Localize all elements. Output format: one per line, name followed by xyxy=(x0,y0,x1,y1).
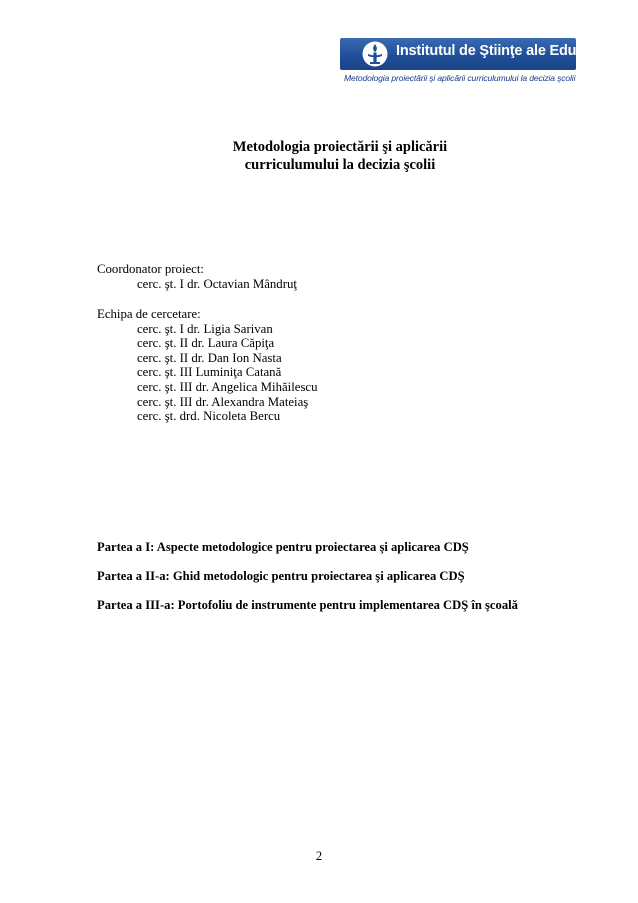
coordinator-name: cerc. şt. I dr. Octavian Mândruţ xyxy=(137,276,297,291)
part-2-heading: Partea a II-a: Ghid metodologic pentru proiectarea şi aplicarea CDŞ xyxy=(97,569,465,583)
team-member: cerc. şt. III dr. Angelica Mihăilescu xyxy=(137,379,318,394)
document-title xyxy=(160,138,520,174)
title-line-2: curriculumului la decizia şcolii xyxy=(244,157,436,173)
team-label: Echipa de cercetare: xyxy=(97,307,201,321)
research-team-block xyxy=(97,307,318,424)
team-member: cerc. şt. drd. Nicoleta Bercu xyxy=(137,409,281,424)
page-header xyxy=(340,38,613,83)
title-line-1: Metodologia proiectării şi aplicării xyxy=(232,139,448,155)
institute-name: Institutul de Ştiinţe ale Educaţiei xyxy=(396,43,613,59)
team-member: cerc. şt. I dr. Ligia Sarivan xyxy=(137,321,273,336)
coordinator-label: Coordonator proiect: xyxy=(97,262,204,276)
candle-flame-icon xyxy=(362,41,388,67)
running-head: Metodologia proiectării şi aplicării curriculumului la decizia şcolii xyxy=(344,73,576,83)
coordinator-block xyxy=(97,262,297,291)
page-number: 2 xyxy=(315,849,323,863)
institute-logo xyxy=(340,38,613,70)
part-3-heading: Partea a III-a: Portofoliu de instrumente pentru implementarea CDŞ în şcoală xyxy=(97,598,518,612)
team-member: cerc. şt. II dr. Laura Căpiţa xyxy=(137,336,275,351)
team-member: cerc. şt. III dr. Alexandra Mateiaş xyxy=(137,394,309,409)
team-member: cerc. şt. II dr. Dan Ion Nasta xyxy=(137,350,282,365)
part-1-heading: Partea a I: Aspecte metodologice pentru proiectarea şi aplicarea CDŞ xyxy=(97,540,469,554)
team-member: cerc. şt. III Luminiţa Catană xyxy=(137,365,282,380)
